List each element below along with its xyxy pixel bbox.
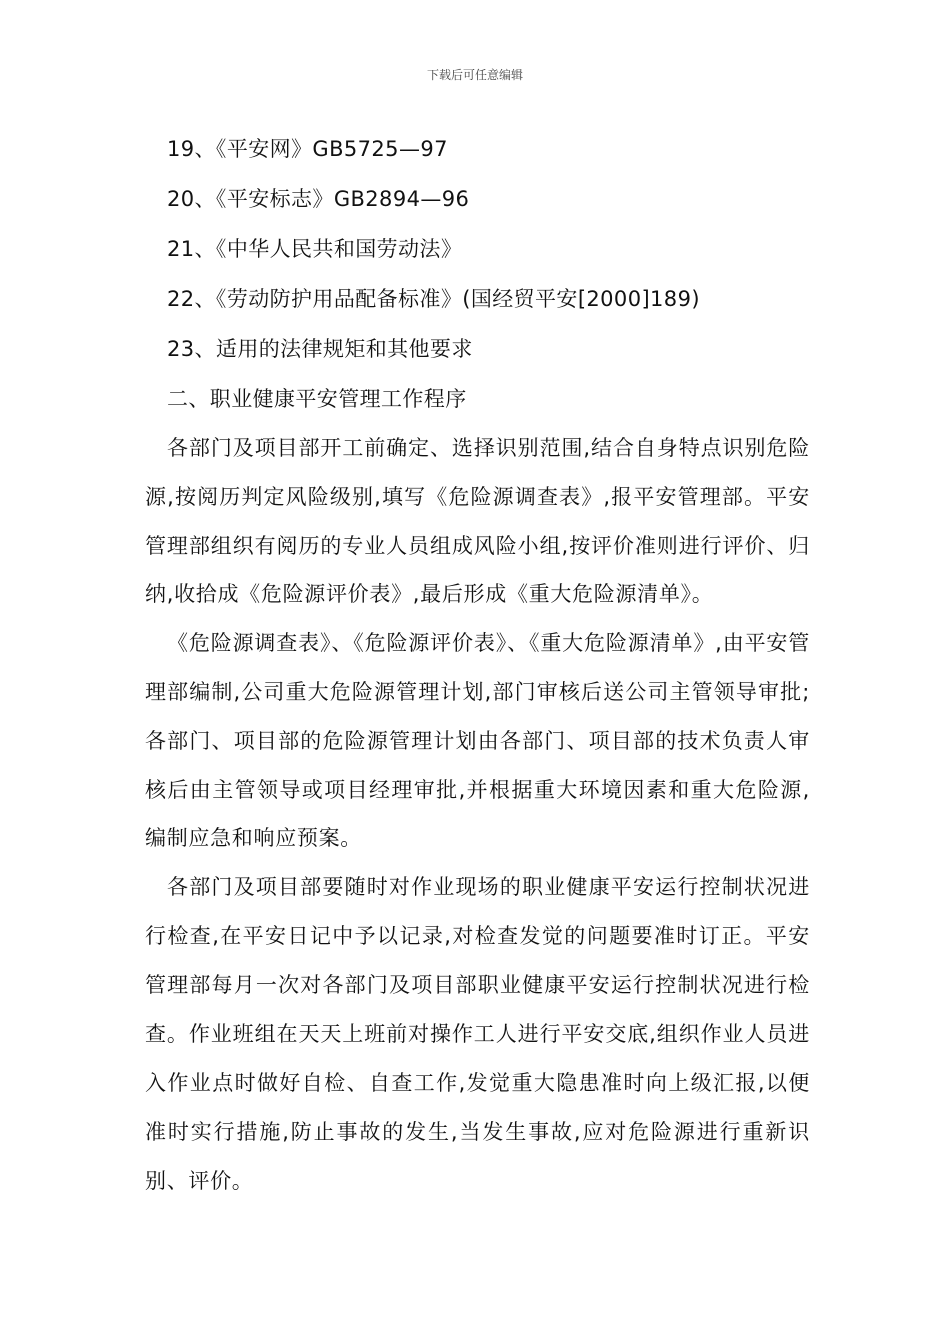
reference-item: 23、适用的法律规矩和其他要求	[167, 337, 473, 361]
body-paragraph: 各部门及项目部要随时对作业现场的职业健康平安运行控制状况进行检查,在平安日记中予以记录,对检查发觉的问题要准时订正。平安管理部每月一次对各部门及项目部职业健康平安运行控制状况进行检查。作业班组在天天上班前对操作工人进行平安交底,组织作业人员进入作业点时做好自检、自查工作,发觉重大隐患准时向上级汇报,以便准时实行措施,防止事故的发生,当发生事故,应对危险源进行重新识别、评价。	[145, 875, 810, 1194]
reference-item: 20、《平安标志》GB2894—96	[167, 187, 470, 211]
reference-item: 22、《劳动防护用品配备标准》(国经贸平安[2000]189)	[167, 287, 700, 311]
page-header: 下载后可任意编辑	[426, 68, 523, 82]
document-body	[145, 124, 810, 1206]
body-paragraph: 《危险源调查表》、《危险源评价表》、《重大危险源清单》,由平安管理部编制,公司重大危险源管理计划,部门审核后送公司主管领导审批;各部门、项目部的危险源管理计划由各部门、项目部的技术负责人审核后由主管领导或项目经理审批,并根据重大环境因素和重大危险源,编制应急和响应预案。	[145, 631, 810, 851]
body-paragraph: 各部门及项目部开工前确定、选择识别范围,结合自身特点识别危险源,按阅历判定风险级别,填写《危险源调查表》,报平安管理部。平安管理部组织有阅历的专业人员组成风险小组,按评价准则进行评价、归纳,收拾成《危险源评价表》,最后形成《重大危险源清单》。	[145, 436, 810, 607]
section-heading: 二、职业健康平安管理工作程序	[167, 387, 467, 411]
reference-item: 21、《中华人民共和国劳动法》	[167, 237, 463, 261]
reference-item: 19、《平安网》GB5725—97	[167, 137, 448, 161]
